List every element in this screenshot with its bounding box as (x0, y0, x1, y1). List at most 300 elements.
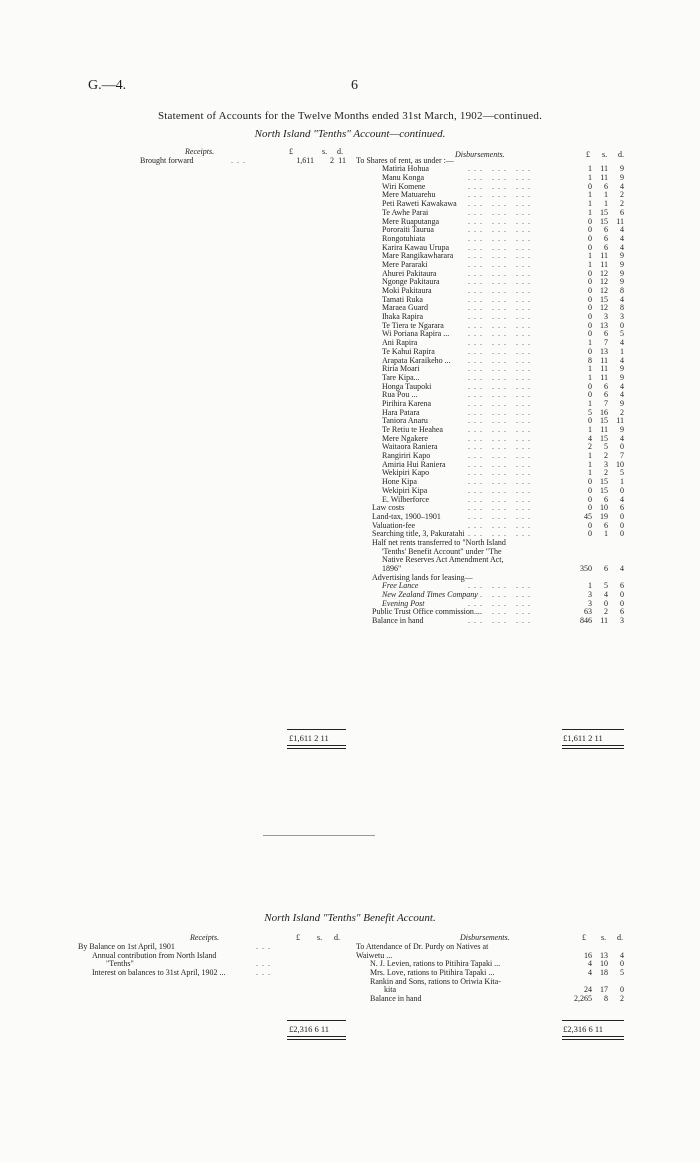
disbursement-item: Honga Taupoki (382, 381, 432, 391)
s2-receipts-shilling-header: s. (317, 933, 323, 942)
leader-dots: ... ... ... (468, 581, 534, 591)
amount-pounds: 1 (588, 451, 592, 461)
s2-receipts-total: £2,316 6 11 (289, 1024, 330, 1034)
amount-shillings: 4 (604, 590, 608, 600)
disb-total-rule (562, 729, 624, 730)
amount-pence: 0 (620, 529, 624, 539)
half-net-line: 'Tenths' Benefit Account" under "The (382, 546, 502, 556)
amount-shillings: 15 (600, 477, 608, 487)
table-row (0, 357, 700, 366)
table-row (0, 452, 700, 461)
s2-disb-pence-header: d. (617, 933, 623, 942)
amount-pounds: 16 (584, 950, 592, 960)
table-row (0, 348, 700, 357)
statement-title: Statement of Accounts for the Twelve Months ended 31st March, 1902—continued. (157, 110, 543, 122)
amount-pounds: 1 (588, 425, 592, 434)
amount-pounds: 0 (588, 503, 592, 513)
disbursement-item: Wiri Komene (382, 181, 426, 191)
amount-shillings: 11 (600, 251, 608, 261)
amount-pence: 9 (620, 364, 624, 374)
receipts-shilling-header: s. (322, 147, 328, 156)
leader-dots: ... ... ... (468, 485, 534, 495)
s2-receipts-double-rule (287, 1036, 346, 1040)
s2-receipts-heading: Receipts. (190, 933, 220, 942)
table-row (0, 322, 700, 331)
leader-dots: ... ... ... (468, 598, 534, 608)
amount-pence: 11 (616, 416, 624, 426)
amount-pence: 3 (620, 312, 624, 322)
disbursement-item: Wekipiri Kipa (382, 485, 428, 495)
table-row (0, 548, 700, 557)
amount-pence: 8 (620, 286, 624, 295)
table-row (0, 330, 700, 339)
amount-pounds: 1 (588, 459, 592, 469)
amount-pence: 1 (620, 477, 624, 487)
amount-pence: 6 (620, 581, 624, 591)
leader-dots: ... ... ... (468, 459, 534, 469)
table-row (0, 287, 700, 296)
amount-pence: 0 (620, 320, 624, 330)
amount-shillings: 15 (600, 416, 608, 426)
amount-pounds: 0 (588, 181, 592, 191)
disbursements-column (0, 165, 700, 625)
disbursement-item: Ani Rapira (382, 338, 418, 348)
disbursement-item: Wi Poriana Rapira ... (382, 329, 450, 339)
leader-dots: ... ... ... (468, 346, 534, 356)
leader-dots: ... (256, 968, 274, 978)
amount-pounds: 0 (588, 294, 592, 304)
amount-shillings: 6 (604, 520, 608, 530)
amount-shillings: 11 (600, 364, 608, 374)
table-row (0, 496, 700, 505)
disbursement-item: Tare Kipa... (382, 372, 420, 382)
amount-pounds: 1 (588, 207, 592, 217)
table-row (0, 183, 700, 192)
table-row (0, 952, 700, 961)
disbursement-line: To Attendance of Dr. Purdy on Natives at (356, 942, 489, 951)
amount-pounds: 1 (588, 164, 592, 174)
amount-shillings: 3 (604, 459, 608, 469)
amount-pence: 4 (620, 242, 624, 252)
table-row (0, 539, 700, 548)
disbursement-item: Rua Pou ... (382, 390, 418, 400)
section1-title: North Island "Tenths" Account—continued. (254, 128, 446, 140)
amount-pence: 0 (620, 485, 624, 495)
amount-shillings: 19 (600, 511, 608, 521)
amount-pence: 0 (620, 598, 624, 608)
disbursement-item: Mere Ruaputanga (382, 216, 440, 226)
table-row (0, 313, 700, 322)
amount-pence: 0 (620, 520, 624, 530)
table-row (0, 391, 700, 400)
receipt-line: Interest on balances to 31st April, 1902 ... (92, 968, 226, 978)
amount-pence: 2 (620, 190, 624, 200)
amount-pounds: 1 (588, 199, 592, 209)
table-row (0, 304, 700, 313)
table-row (0, 478, 700, 487)
disbursement-item: Tamati Ruka (382, 294, 423, 304)
amount-pounds: 350 (580, 564, 592, 573)
amount-pounds: 45 (584, 511, 592, 521)
amount-pounds: 4 (588, 433, 592, 443)
disbursement-item: Public Trust Office commission ... (372, 607, 482, 617)
section2-title: North Island "Tenths" Benefit Account. (264, 912, 436, 924)
amount-pounds: 846 (580, 616, 592, 626)
disbursement-line: Rankin and Sons, rations to Oriwia Kita- (370, 976, 501, 986)
leader-dots: ... ... ... (468, 407, 534, 417)
disbursement-item: Te Retiu te Heahea (382, 425, 443, 434)
amount-shillings: 12 (600, 277, 608, 287)
table-row (0, 443, 700, 452)
amount-pounds: 0 (588, 494, 592, 504)
amount-shillings: 1 (604, 190, 608, 200)
leader-dots: ... ... ... (468, 199, 534, 209)
receipts-total: £1,611 2 11 (289, 733, 329, 743)
receipts-double-rule (287, 745, 346, 749)
amount-pence: 4 (620, 381, 624, 391)
receipt-shillings: 2 (330, 155, 334, 165)
disbursement-item: Ihaka Rapira (382, 312, 424, 322)
table-row (0, 270, 700, 279)
disb-double-rule (562, 745, 624, 749)
half-net-line: Half net rents transferred to "North Island (372, 537, 506, 547)
amount-pounds: 8 (588, 355, 592, 365)
leader-dots: ... ... ... (468, 355, 534, 365)
amount-pounds: 0 (588, 381, 592, 391)
table-row (0, 513, 700, 522)
amount-pounds: 24 (584, 985, 592, 995)
amount-pence: 4 (620, 294, 624, 304)
amount-pounds: 5 (588, 407, 592, 417)
table-row (0, 530, 700, 539)
leader-dots: ... ... ... (468, 233, 534, 243)
table-row (0, 504, 700, 513)
amount-pence: 9 (620, 251, 624, 261)
amount-pence: 9 (620, 425, 624, 434)
s2-disbursements-heading: Disbursements. (460, 933, 510, 942)
amount-shillings: 15 (600, 433, 608, 443)
disbursement-item: Balance in hand (372, 616, 424, 626)
table-row (0, 469, 700, 478)
leader-dots: ... ... ... (468, 477, 534, 487)
amount-pounds: 3 (588, 598, 592, 608)
amount-shillings: 3 (604, 312, 608, 322)
leader-dots: ... ... ... (468, 338, 534, 348)
table-row (0, 417, 700, 426)
leader-dots: ... ... ... (468, 616, 534, 626)
leader-dots: ... ... ... (468, 390, 534, 400)
disbursement-item: Waitaora Raniera (382, 442, 438, 452)
leader-dots: ... ... ... (468, 268, 534, 278)
amount-pence: 1 (620, 346, 624, 356)
table-row (0, 461, 700, 470)
leader-dots: ... ... ... (468, 320, 534, 330)
disbursement-item: Pororaiti Taurua (382, 225, 434, 235)
leader-dots: ... ... ... (468, 207, 534, 217)
table-row (0, 582, 700, 591)
disbursement-item: Searching title, 3, Pakuratahi (372, 529, 465, 539)
table-row (0, 617, 700, 626)
amount-shillings: 1 (604, 529, 608, 539)
amount-shillings: 11 (600, 355, 608, 365)
amount-shillings: 11 (600, 164, 608, 174)
leader-dots: ... ... ... (468, 381, 534, 391)
disbursement-item: Wekipiri Kapo (382, 468, 430, 478)
table-row (0, 244, 700, 253)
receipts-pound-header: £ (289, 147, 293, 156)
disbursement-item: Ngonge Pakitaura (382, 277, 440, 287)
amount-pounds: 1 (588, 364, 592, 374)
disbursement-item: Hone Kipa (382, 477, 417, 487)
section-separator (263, 835, 375, 836)
amount-pounds: 1 (588, 468, 592, 478)
amount-shillings: 6 (604, 381, 608, 391)
s2-disb-shilling-header: s. (601, 933, 607, 942)
leader-dots: ... ... ... (468, 190, 534, 200)
amount-shillings: 6 (604, 390, 608, 400)
disbursement-item: Riria Moari (382, 364, 420, 374)
table-row (0, 943, 700, 952)
leader-dots: ... ... ... (468, 312, 534, 322)
amount-pence: 8 (620, 303, 624, 313)
disbursement-item: Land-tax, 1900–1901 (372, 511, 441, 521)
disbursement-line: N. J. Levien, rations to Pitihira Tapaki ... (370, 959, 501, 969)
amount-shillings: 5 (604, 442, 608, 452)
amount-pence: 4 (620, 950, 624, 960)
table-row (0, 969, 700, 978)
leader-dots: ... ... ... (468, 259, 534, 269)
amount-pence: 6 (620, 607, 624, 617)
amount-shillings: 6 (604, 564, 608, 573)
amount-pounds: 1 (588, 372, 592, 382)
amount-shillings: 12 (600, 286, 608, 295)
amount-shillings: 10 (600, 959, 608, 969)
amount-pounds: 63 (584, 607, 592, 617)
receipt-pence: 11 (338, 155, 346, 165)
leader-dots: ... ... ... (468, 433, 534, 443)
amount-pence: 0 (620, 959, 624, 969)
disbursement-item: New Zealand Times Company (382, 590, 478, 600)
amount-pounds: 0 (588, 242, 592, 252)
amount-pence: 9 (620, 277, 624, 287)
table-row (0, 296, 700, 305)
table-row (0, 374, 700, 383)
amount-shillings: 13 (600, 320, 608, 330)
leader-dots: ... ... ... (468, 277, 534, 287)
amount-pounds: 0 (588, 320, 592, 330)
amount-pounds: 4 (588, 968, 592, 978)
amount-pence: 9 (620, 268, 624, 278)
amount-shillings: 2 (604, 451, 608, 461)
leader-dots: ... (256, 959, 274, 969)
leader-dots: ... ... ... (468, 529, 534, 539)
leader-dots: ... ... ... (468, 607, 534, 617)
s2-receipts-pence-header: d. (334, 933, 340, 942)
amount-pence: 0 (620, 442, 624, 452)
table-row (0, 174, 700, 183)
amount-pence: 4 (620, 338, 624, 348)
half-net-line: 1896" (382, 564, 402, 573)
amount-shillings: 1 (604, 199, 608, 209)
table-row (0, 409, 700, 418)
amount-shillings: 2 (604, 468, 608, 478)
s2-receipts-pound-header: £ (296, 933, 300, 942)
table-row (0, 278, 700, 287)
amount-shillings: 15 (600, 485, 608, 495)
disbursement-item: Taniora Anaru (382, 416, 428, 426)
disbursement-item: Ahurei Pakitaura (382, 268, 437, 278)
amount-pounds: 0 (588, 529, 592, 539)
amount-shillings: 8 (604, 994, 608, 1004)
disb-total: £1,611 2 11 (563, 733, 603, 743)
amount-shillings: 10 (600, 503, 608, 513)
table-row (0, 400, 700, 409)
leader-dots: ... ... ... (468, 425, 534, 434)
disbursement-item: Maraea Guard (382, 303, 428, 313)
leader-dots: ... ... ... (468, 329, 534, 339)
receipts-heading: Receipts. (185, 147, 215, 156)
amount-shillings: 0 (604, 598, 608, 608)
amount-pence: 0 (620, 590, 624, 600)
amount-shillings: 13 (600, 346, 608, 356)
amount-pence: 5 (620, 968, 624, 978)
amount-shillings: 2 (604, 607, 608, 617)
disbursement-item: E. Wilberforce (382, 494, 430, 504)
benefit-disbursements-table (0, 943, 700, 1004)
amount-shillings: 6 (604, 329, 608, 339)
amount-shillings: 6 (604, 225, 608, 235)
to-shares-label: To Shares of rent, as under :— (356, 155, 454, 165)
disbursement-item: Peti Raweti Kawakawa (382, 199, 457, 209)
table-row (0, 574, 700, 583)
table-row (0, 565, 700, 574)
leader-dots: ... ... ... (468, 451, 534, 461)
table-row (0, 191, 700, 200)
leader-dots: ... ... ... (468, 303, 534, 313)
leader-dots: ... ... ... (468, 468, 534, 478)
amount-pence: 2 (620, 199, 624, 209)
amount-pounds: 1 (588, 251, 592, 261)
amount-pence: 4 (620, 564, 624, 573)
amount-shillings: 6 (604, 242, 608, 252)
amount-pence: 5 (620, 329, 624, 339)
amount-shillings: 5 (604, 581, 608, 591)
table-row (0, 978, 700, 987)
receipts-pence-header: d. (337, 147, 343, 156)
disbursement-item: Mare Rangikawharara (382, 251, 454, 261)
document-reference: G.—4. (88, 78, 127, 93)
page-number: 6 (351, 78, 358, 93)
table-row (0, 165, 700, 174)
leader-dots: ... ... ... (468, 590, 534, 600)
table-row (0, 608, 700, 617)
leader-dots: ... ... ... (468, 173, 534, 183)
amount-pounds: 4 (588, 959, 592, 969)
amount-pounds: 1 (588, 259, 592, 269)
disbursement-item: Mere Pararaki (382, 259, 428, 269)
leader-dots: ... ... ... (468, 294, 534, 304)
amount-shillings: 11 (600, 616, 608, 626)
amount-pounds: 1 (588, 190, 592, 200)
disbursement-item: Te Kahui Rapira (382, 346, 435, 356)
amount-shillings: 11 (600, 173, 608, 183)
amount-pounds: 2 (588, 442, 592, 452)
disb-shilling-header: s. (602, 150, 608, 159)
amount-pounds: 0 (588, 277, 592, 287)
leader-dots: ... ... ... (468, 181, 534, 191)
amount-shillings: 15 (600, 216, 608, 226)
table-row (0, 960, 700, 969)
table-row (0, 487, 700, 496)
leader-dots: ... ... ... (468, 242, 534, 252)
amount-pence: 2 (620, 407, 624, 417)
table-row (0, 226, 700, 235)
amount-pence: 4 (620, 494, 624, 504)
amount-pence: 3 (620, 616, 624, 626)
disbursement-item: Evening Post (382, 598, 425, 608)
amount-pounds: 0 (588, 303, 592, 313)
table-row (0, 556, 700, 565)
amount-shillings: 15 (600, 294, 608, 304)
amount-pence: 4 (620, 433, 624, 443)
receipts-total-rule (287, 729, 346, 730)
leader-dots: ... ... ... (468, 442, 534, 452)
amount-shillings: 7 (604, 398, 608, 408)
amount-pounds: 0 (588, 477, 592, 487)
table-row (0, 600, 700, 609)
s2-disb-double-rule (562, 1036, 624, 1040)
table-row (0, 986, 700, 995)
amount-pence: 9 (620, 259, 624, 269)
amount-shillings: 11 (600, 372, 608, 382)
amount-pence: 4 (620, 355, 624, 365)
leader-dots: ... ... ... (468, 372, 534, 382)
leader-dots: ... ... ... (468, 251, 534, 261)
amount-pounds: 1 (588, 173, 592, 183)
amount-pence: 6 (620, 503, 624, 513)
leader-dots: ... ... ... (468, 286, 534, 295)
disbursement-item: Mere Matuarehu (382, 190, 436, 200)
disbursement-item: Rangiriri Kapo (382, 451, 431, 461)
disb-pence-header: d. (618, 150, 624, 159)
amount-shillings: 6 (604, 181, 608, 191)
disbursement-item: Te Awhe Parai (382, 207, 429, 217)
leader-dots: ... ... ... (468, 164, 534, 174)
s2-receipts-total-rule (287, 1020, 346, 1021)
receipt-pounds: 1,611 (296, 155, 314, 165)
amount-pounds: 0 (588, 416, 592, 426)
table-row (0, 995, 700, 1004)
amount-pounds: 3 (588, 590, 592, 600)
amount-pounds: 0 (588, 485, 592, 495)
amount-shillings: 11 (600, 425, 608, 434)
amount-pence: 6 (620, 207, 624, 217)
disbursements-heading: Disbursements. (455, 150, 505, 159)
disb-pound-header: £ (586, 150, 590, 159)
amount-pence: 5 (620, 468, 624, 478)
amount-shillings: 16 (600, 407, 608, 417)
amount-pence: 7 (620, 451, 624, 461)
disbursement-item: Amiria Hui Raniera (382, 459, 446, 469)
amount-pounds: 0 (588, 286, 592, 295)
amount-shillings: 12 (600, 303, 608, 313)
leader-dots: ... ... ... (468, 364, 534, 374)
table-row (0, 252, 700, 261)
amount-pounds: 0 (588, 390, 592, 400)
leader-dots: ... ... ... (468, 225, 534, 235)
disbursement-line: Mrs. Love, rations to Pitihira Tapaki ... (370, 968, 495, 978)
amount-pounds: 0 (588, 346, 592, 356)
